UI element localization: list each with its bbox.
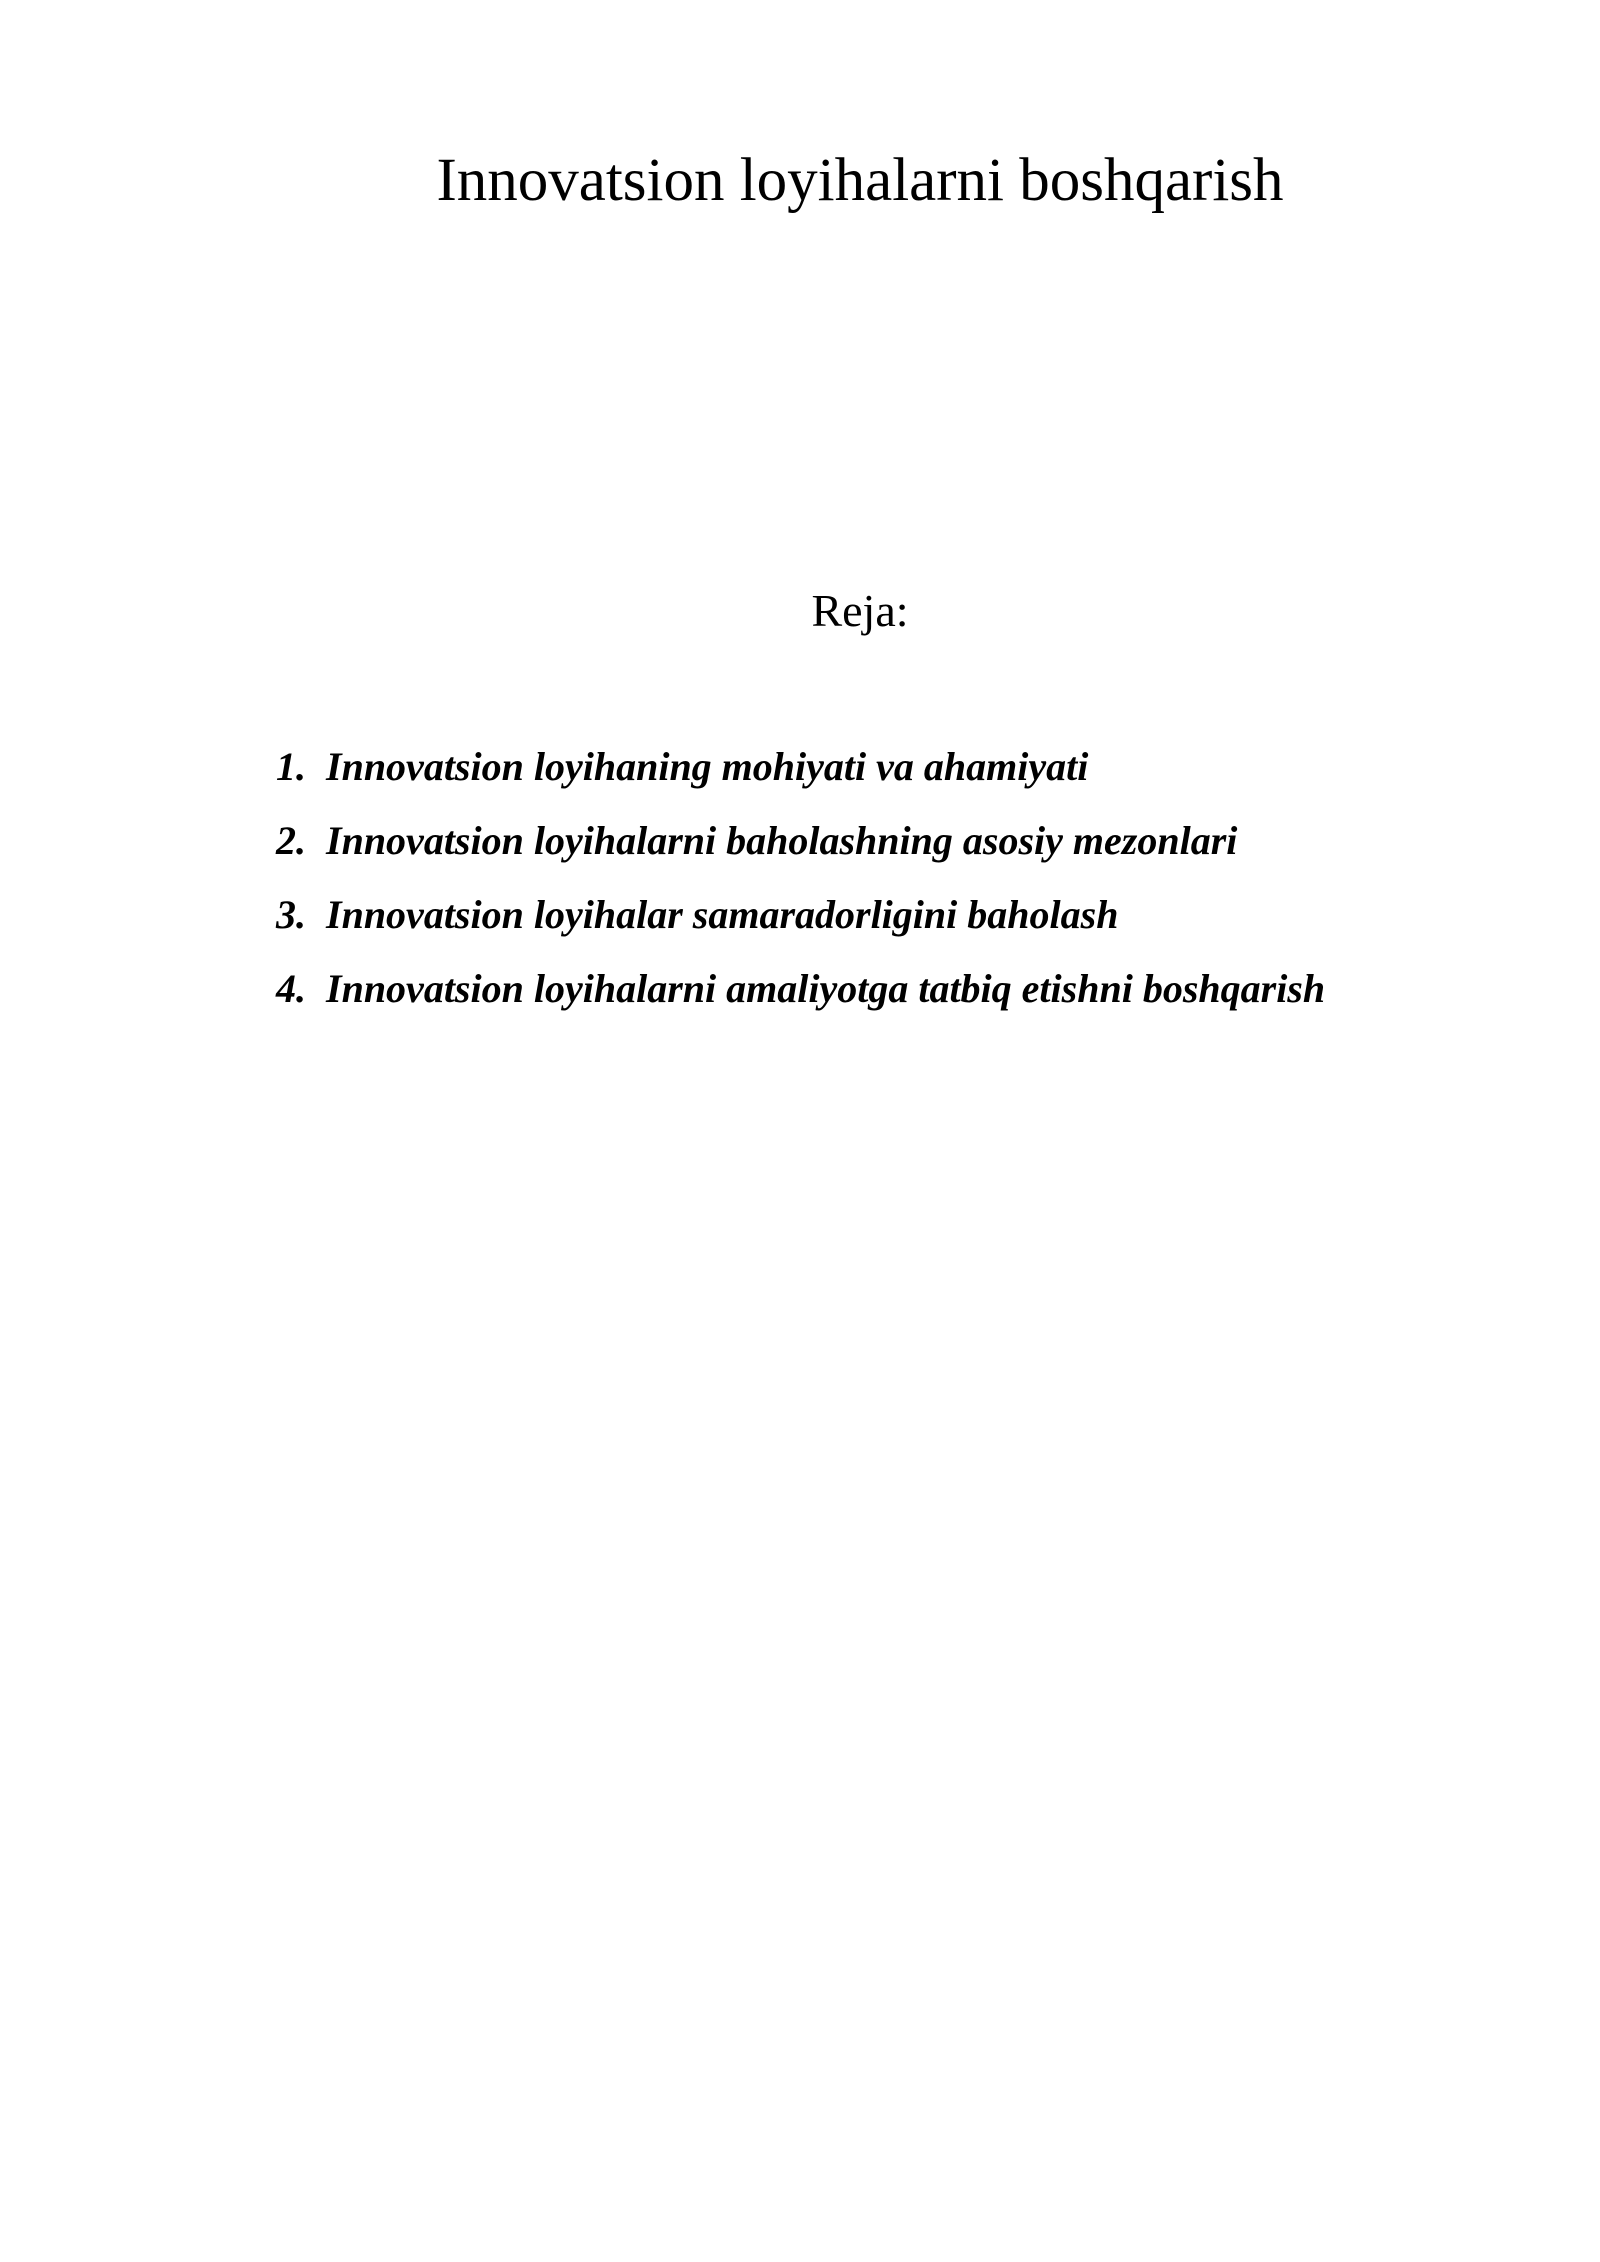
plan-item-2 [276, 804, 1325, 878]
plan-item-number: 1. [276, 744, 306, 789]
plan-item-text: Innovatsion loyihaning mohiyati va ahamiyati [326, 744, 1089, 789]
document-title: Innovatsion loyihalarni boshqarish [436, 147, 1284, 214]
plan-item-text: Innovatsion loyihalarni baholashning asosiy mezonlari [326, 818, 1238, 863]
plan-item-3 [276, 878, 1325, 952]
plan-list [276, 730, 1325, 1026]
plan-item-1 [276, 730, 1325, 804]
plan-item-number: 4. [276, 966, 306, 1011]
plan-heading: Reja: [811, 585, 909, 636]
plan-item-4 [276, 952, 1325, 1026]
plan-item-number: 2. [276, 818, 306, 863]
plan-item-text: Innovatsion loyihalarni amaliyotga tatbiq etishni boshqarish [326, 966, 1326, 1011]
plan-item-text: Innovatsion loyihalar samaradorligini baholash [326, 892, 1119, 937]
plan-item-number: 3. [276, 892, 306, 937]
